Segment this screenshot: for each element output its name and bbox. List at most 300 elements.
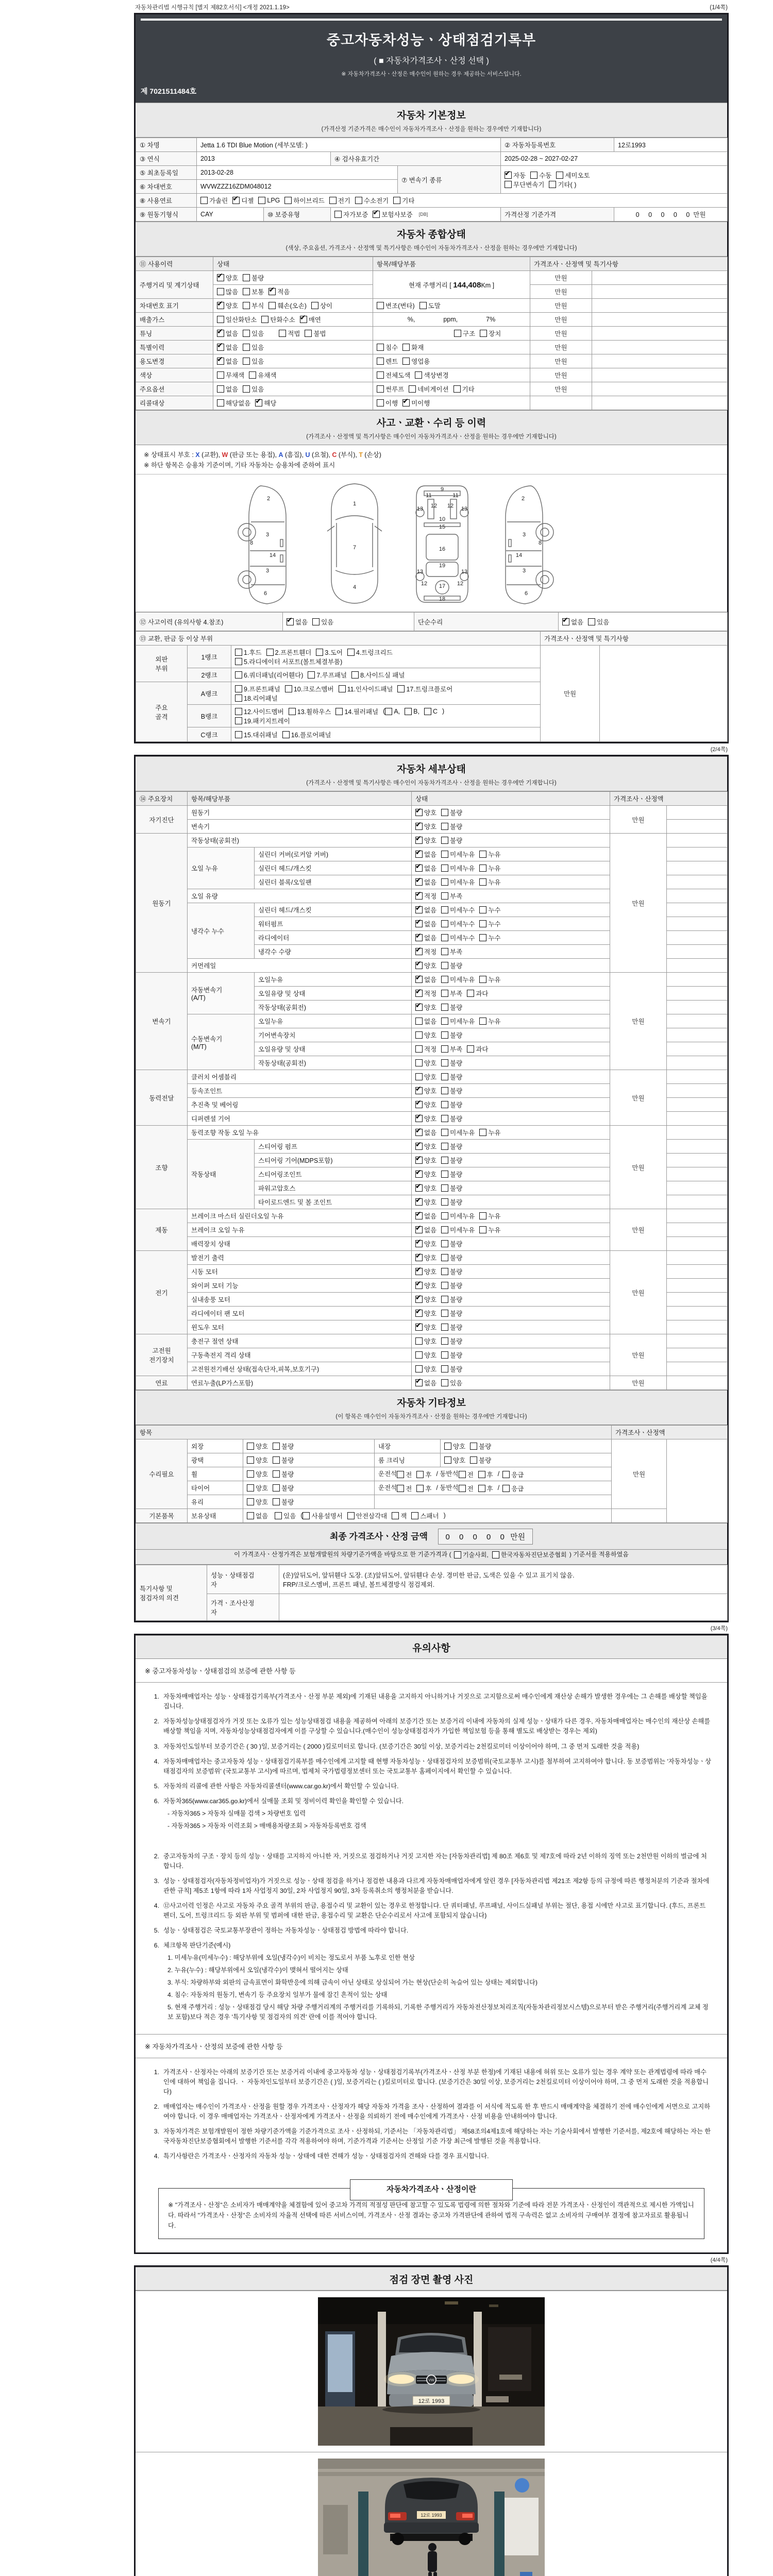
checkbox-unchecked[interactable] <box>441 933 475 942</box>
checkbox-icon[interactable] <box>397 1485 404 1492</box>
checkbox-unchecked[interactable] <box>441 1142 462 1151</box>
checkbox-icon[interactable] <box>235 649 242 656</box>
checkbox-icon[interactable] <box>377 302 384 309</box>
checkbox-checked[interactable] <box>415 919 436 928</box>
checkbox-icon[interactable] <box>415 1212 423 1219</box>
checkbox-icon[interactable] <box>385 708 392 715</box>
checkbox-unchecked[interactable] <box>402 343 424 352</box>
checkbox-icon[interactable] <box>419 302 427 309</box>
checkbox-unchecked[interactable] <box>479 877 500 887</box>
checkbox-unchecked[interactable] <box>549 180 576 189</box>
checkbox-unchecked[interactable] <box>397 684 452 693</box>
checkbox-icon[interactable] <box>217 274 224 281</box>
checkbox-checked[interactable] <box>415 822 436 831</box>
checkbox-unchecked[interactable] <box>303 1511 342 1520</box>
checkbox-checked[interactable] <box>415 1323 436 1332</box>
checkbox-icon[interactable] <box>217 371 224 379</box>
checkbox-unchecked[interactable] <box>377 384 404 394</box>
checkbox-icon[interactable] <box>411 1512 418 1519</box>
checkbox-icon[interactable] <box>416 1471 424 1478</box>
checkbox-unchecked[interactable] <box>441 1086 462 1095</box>
checkbox-checked[interactable] <box>255 398 276 408</box>
checkbox-icon[interactable] <box>243 288 250 295</box>
checkbox-unchecked[interactable] <box>235 707 284 716</box>
checkbox-icon[interactable] <box>217 358 224 365</box>
checkbox-icon[interactable] <box>441 1351 448 1359</box>
checkbox-icon[interactable] <box>282 731 290 738</box>
checkbox-icon[interactable] <box>479 920 486 927</box>
checkbox-icon[interactable] <box>588 618 595 625</box>
checkbox-unchecked[interactable] <box>377 370 410 380</box>
checkbox-icon[interactable] <box>402 344 410 351</box>
checkbox-unchecked[interactable] <box>470 1455 491 1465</box>
checkbox-icon[interactable] <box>415 920 423 927</box>
checkbox-icon[interactable] <box>415 1101 423 1108</box>
checkbox-unchecked[interactable] <box>441 1030 462 1040</box>
checkbox-unchecked[interactable] <box>282 730 331 739</box>
checkbox-icon[interactable] <box>415 1240 423 1247</box>
checkbox-icon[interactable] <box>275 1512 282 1519</box>
checkbox-icon[interactable] <box>247 1498 254 1505</box>
checkbox-unchecked[interactable] <box>459 1484 474 1493</box>
checkbox-unchecked[interactable] <box>441 961 462 970</box>
checkbox-icon[interactable] <box>377 344 384 351</box>
checkbox-icon[interactable] <box>415 823 423 830</box>
checkbox-icon[interactable] <box>441 1226 448 1233</box>
checkbox-icon[interactable] <box>479 865 486 872</box>
checkbox-icon[interactable] <box>415 1129 423 1136</box>
checkbox-unchecked[interactable] <box>479 1128 500 1137</box>
checkbox-checked[interactable] <box>217 357 238 366</box>
checkbox-checked[interactable] <box>415 891 436 901</box>
checkbox-icon[interactable] <box>479 934 486 941</box>
checkbox-icon[interactable] <box>415 1198 423 1206</box>
checkbox-icon[interactable] <box>454 330 461 337</box>
checkbox-icon[interactable] <box>415 1143 423 1150</box>
checkbox-icon[interactable] <box>441 1184 448 1192</box>
checkbox-icon[interactable] <box>441 1268 448 1275</box>
checkbox-icon[interactable] <box>415 1184 423 1192</box>
checkbox-checked[interactable] <box>415 1378 436 1387</box>
checkbox-icon[interactable] <box>441 1240 448 1247</box>
checkbox-unchecked[interactable] <box>441 1058 462 1067</box>
checkbox-checked[interactable] <box>415 1114 436 1123</box>
checkbox-icon[interactable] <box>273 1498 280 1505</box>
checkbox-icon[interactable] <box>235 708 242 715</box>
checkbox-icon[interactable] <box>441 865 448 872</box>
checkbox-icon[interactable] <box>402 399 410 406</box>
checkbox-icon[interactable] <box>441 1115 448 1122</box>
checkbox-unchecked[interactable] <box>441 975 475 984</box>
checkbox-unchecked[interactable] <box>243 357 264 366</box>
checkbox-icon[interactable] <box>415 1031 423 1039</box>
checkbox-icon[interactable] <box>235 671 242 679</box>
checkbox-unchecked[interactable] <box>235 648 262 657</box>
checkbox-unchecked[interactable] <box>467 989 488 998</box>
checkbox-checked[interactable] <box>415 975 436 984</box>
checkbox-unchecked[interactable] <box>441 1072 462 1081</box>
checkbox-icon[interactable] <box>255 399 262 406</box>
checkbox-icon[interactable] <box>415 1282 423 1289</box>
checkbox-unchecked[interactable] <box>502 1484 524 1493</box>
checkbox-icon[interactable] <box>243 274 250 281</box>
checkbox-icon[interactable] <box>441 1296 448 1303</box>
checkbox-unchecked[interactable] <box>415 1336 436 1346</box>
checkbox-icon[interactable] <box>284 197 292 204</box>
checkbox-icon[interactable] <box>268 302 276 309</box>
checkbox-unchecked[interactable] <box>200 196 228 205</box>
checkbox-unchecked[interactable] <box>266 648 312 657</box>
checkbox-checked[interactable] <box>415 1281 436 1290</box>
checkbox-unchecked[interactable] <box>284 196 324 205</box>
checkbox-icon[interactable] <box>441 1171 448 1178</box>
checkbox-checked[interactable] <box>268 287 290 296</box>
checkbox-unchecked[interactable] <box>308 670 347 680</box>
checkbox-unchecked[interactable] <box>424 708 438 715</box>
checkbox-unchecked[interactable] <box>347 648 393 657</box>
checkbox-icon[interactable] <box>415 865 423 872</box>
checkbox-unchecked[interactable] <box>441 1364 462 1374</box>
checkbox-icon[interactable] <box>441 1324 448 1331</box>
checkbox-icon[interactable] <box>285 685 292 692</box>
checkbox-icon[interactable] <box>459 1471 466 1478</box>
checkbox-icon[interactable] <box>441 1031 448 1039</box>
checkbox-unchecked[interactable] <box>441 1128 475 1137</box>
checkbox-unchecked[interactable] <box>273 1469 294 1479</box>
checkbox-icon[interactable] <box>217 330 224 337</box>
checkbox-icon[interactable] <box>467 990 474 997</box>
checkbox-icon[interactable] <box>415 962 423 969</box>
checkbox-icon[interactable] <box>441 1087 448 1094</box>
checkbox-checked[interactable] <box>287 617 308 626</box>
checkbox-unchecked[interactable] <box>247 1483 268 1493</box>
checkbox-icon[interactable] <box>441 1143 448 1150</box>
checkbox-unchecked[interactable] <box>419 301 441 310</box>
checkbox-icon[interactable] <box>347 1512 355 1519</box>
checkbox-unchecked[interactable] <box>217 398 250 408</box>
checkbox-icon[interactable] <box>415 878 423 886</box>
checkbox-icon[interactable] <box>273 1484 280 1492</box>
checkbox-icon[interactable] <box>441 1254 448 1261</box>
checkbox-unchecked[interactable] <box>478 1470 493 1479</box>
checkbox-checked[interactable] <box>300 315 321 324</box>
checkbox-icon[interactable] <box>478 1485 485 1492</box>
checkbox-icon[interactable] <box>505 172 512 179</box>
checkbox-unchecked[interactable] <box>249 370 276 380</box>
checkbox-icon[interactable] <box>441 1004 448 1011</box>
checkbox-unchecked[interactable] <box>415 1350 436 1360</box>
checkbox-unchecked[interactable] <box>588 617 609 626</box>
checkbox-unchecked[interactable] <box>273 1483 294 1493</box>
checkbox-unchecked[interactable] <box>243 273 264 282</box>
checkbox-icon[interactable] <box>415 371 422 379</box>
checkbox-unchecked[interactable] <box>441 1309 462 1318</box>
checkbox-checked[interactable] <box>415 933 436 942</box>
checkbox-icon[interactable] <box>415 1115 423 1122</box>
checkbox-unchecked[interactable] <box>479 1016 500 1026</box>
checkbox-icon[interactable] <box>261 316 268 323</box>
checkbox-checked[interactable] <box>415 836 436 845</box>
checkbox-unchecked[interactable] <box>415 1364 436 1374</box>
checkbox-unchecked[interactable] <box>273 1455 294 1465</box>
checkbox-icon[interactable] <box>305 330 312 337</box>
checkbox-checked[interactable] <box>415 1142 436 1151</box>
checkbox-unchecked[interactable] <box>444 1455 465 1465</box>
checkbox-unchecked[interactable] <box>377 301 415 310</box>
checkbox-checked[interactable] <box>415 1086 436 1095</box>
checkbox-unchecked[interactable] <box>235 716 290 725</box>
checkbox-icon[interactable] <box>217 316 224 323</box>
checkbox-checked[interactable] <box>217 329 238 338</box>
checkbox-checked[interactable] <box>415 1100 436 1109</box>
checkbox-icon[interactable] <box>303 1512 310 1519</box>
checkbox-icon[interactable] <box>441 1018 448 1025</box>
checkbox-icon[interactable] <box>424 708 431 715</box>
checkbox-icon[interactable] <box>441 1157 448 1164</box>
checkbox-unchecked[interactable] <box>479 863 500 873</box>
checkbox-icon[interactable] <box>247 1484 254 1492</box>
checkbox-icon[interactable] <box>415 976 423 983</box>
checkbox-icon[interactable] <box>217 344 224 351</box>
checkbox-checked[interactable] <box>415 850 436 859</box>
checkbox-unchecked[interactable] <box>453 384 475 394</box>
checkbox-icon[interactable] <box>405 708 412 715</box>
checkbox-icon[interactable] <box>415 1254 423 1261</box>
checkbox-unchecked[interactable] <box>441 1114 462 1123</box>
checkbox-icon[interactable] <box>478 1471 485 1478</box>
checkbox-unchecked[interactable] <box>441 1336 462 1346</box>
checkbox-icon[interactable] <box>415 906 423 913</box>
checkbox-unchecked[interactable] <box>289 707 331 716</box>
checkbox-unchecked[interactable] <box>273 1497 294 1506</box>
checkbox-icon[interactable] <box>479 1129 486 1136</box>
checkbox-icon[interactable] <box>415 851 423 858</box>
checkbox-icon[interactable] <box>441 809 448 816</box>
checkbox-unchecked[interactable] <box>479 905 500 914</box>
checkbox-icon[interactable] <box>377 358 384 365</box>
checkbox-icon[interactable] <box>243 302 250 309</box>
checkbox-icon[interactable] <box>377 399 384 406</box>
checkbox-icon[interactable] <box>415 1337 423 1345</box>
checkbox-unchecked[interactable] <box>441 808 462 817</box>
checkbox-icon[interactable] <box>415 1004 423 1011</box>
checkbox-unchecked[interactable] <box>397 1484 412 1493</box>
checkbox-unchecked[interactable] <box>415 1016 436 1026</box>
checkbox-checked[interactable] <box>415 1003 436 1012</box>
checkbox-icon[interactable] <box>479 1226 486 1233</box>
checkbox-icon[interactable] <box>441 878 448 886</box>
checkbox-unchecked[interactable] <box>347 1511 387 1520</box>
checkbox-icon[interactable] <box>479 878 486 886</box>
checkbox-unchecked[interactable] <box>243 343 264 352</box>
checkbox-icon[interactable] <box>415 1018 423 1025</box>
checkbox-unchecked[interactable] <box>416 1470 431 1479</box>
checkbox-icon[interactable] <box>415 1365 423 1372</box>
checkbox-unchecked[interactable] <box>441 1281 462 1290</box>
checkbox-checked[interactable] <box>562 617 583 626</box>
checkbox-icon[interactable] <box>441 990 448 997</box>
checkbox-unchecked[interactable] <box>441 1253 462 1262</box>
checkbox-icon[interactable] <box>415 809 423 816</box>
checkbox-unchecked[interactable] <box>459 1470 474 1479</box>
checkbox-icon[interactable] <box>453 385 461 393</box>
checkbox-icon[interactable] <box>243 358 250 365</box>
checkbox-unchecked[interactable] <box>243 287 264 296</box>
checkbox-icon[interactable] <box>441 1129 448 1136</box>
checkbox-unchecked[interactable] <box>415 1044 436 1054</box>
checkbox-icon[interactable] <box>217 288 224 295</box>
checkbox-unchecked[interactable] <box>479 1211 500 1221</box>
checkbox-unchecked[interactable] <box>329 196 350 205</box>
checkbox-unchecked[interactable] <box>275 1511 296 1520</box>
checkbox-icon[interactable] <box>243 385 250 393</box>
checkbox-checked[interactable] <box>415 989 436 998</box>
checkbox-icon[interactable] <box>479 1018 486 1025</box>
checkbox-unchecked[interactable] <box>247 1511 268 1520</box>
checkbox-icon[interactable] <box>409 385 416 393</box>
checkbox-unchecked[interactable] <box>467 1044 488 1054</box>
checkbox-unchecked[interactable] <box>441 822 462 831</box>
checkbox-unchecked[interactable] <box>247 1442 268 1451</box>
checkbox-unchecked[interactable] <box>316 648 343 657</box>
checkbox-checked[interactable] <box>415 808 436 817</box>
checkbox-checked[interactable] <box>415 1156 436 1165</box>
checkbox-icon[interactable] <box>373 211 380 218</box>
checkbox-checked[interactable] <box>415 905 436 914</box>
checkbox-icon[interactable] <box>505 181 512 188</box>
checkbox-unchecked[interactable] <box>441 850 475 859</box>
checkbox-icon[interactable] <box>415 1171 423 1178</box>
checkbox-unchecked[interactable] <box>441 1183 462 1193</box>
checkbox-icon[interactable] <box>415 1073 423 1080</box>
checkbox-icon[interactable] <box>235 694 242 702</box>
checkbox-checked[interactable] <box>232 196 254 205</box>
checkbox-checked[interactable] <box>415 1183 436 1193</box>
checkbox-icon[interactable] <box>249 371 256 379</box>
checkbox-unchecked[interactable] <box>397 1470 412 1479</box>
checkbox-icon[interactable] <box>415 1045 423 1053</box>
checkbox-icon[interactable] <box>235 685 242 692</box>
checkbox-checked[interactable] <box>415 1197 436 1207</box>
checkbox-icon[interactable] <box>247 1456 254 1464</box>
checkbox-unchecked[interactable] <box>556 171 590 180</box>
checkbox-icon[interactable] <box>444 1443 451 1450</box>
checkbox-unchecked[interactable] <box>377 357 398 366</box>
checkbox-unchecked[interactable] <box>530 171 551 180</box>
checkbox-unchecked[interactable] <box>258 197 280 204</box>
checkbox-icon[interactable] <box>339 685 346 692</box>
checkbox-icon[interactable] <box>441 1379 448 1386</box>
checkbox-icon[interactable] <box>273 1456 280 1464</box>
checkbox-icon[interactable] <box>441 1365 448 1372</box>
checkbox-unchecked[interactable] <box>247 1455 268 1465</box>
checkbox-checked[interactable] <box>373 210 412 219</box>
checkbox-icon[interactable] <box>415 1157 423 1164</box>
checkbox-icon[interactable] <box>415 1087 423 1094</box>
checkbox-icon[interactable] <box>441 1073 448 1080</box>
checkbox-icon[interactable] <box>279 330 286 337</box>
checkbox-icon[interactable] <box>441 837 448 844</box>
checkbox-icon[interactable] <box>479 851 486 858</box>
checkbox-checked[interactable] <box>415 1225 436 1234</box>
checkbox-checked[interactable] <box>415 1239 436 1248</box>
checkbox-icon[interactable] <box>392 1512 399 1519</box>
checkbox-icon[interactable] <box>235 731 242 738</box>
checkbox-unchecked[interactable] <box>441 1156 462 1165</box>
checkbox-unchecked[interactable] <box>415 1030 436 1040</box>
checkbox-unchecked[interactable] <box>479 933 500 942</box>
checkbox-icon[interactable] <box>479 1212 486 1219</box>
checkbox-icon[interactable] <box>355 197 362 204</box>
checkbox-checked[interactable] <box>415 1211 436 1221</box>
checkbox-icon[interactable] <box>415 1226 423 1233</box>
checkbox-icon[interactable] <box>316 649 323 656</box>
checkbox-icon[interactable] <box>217 302 224 309</box>
checkbox-icon[interactable] <box>415 948 423 955</box>
checkbox-unchecked[interactable] <box>393 196 414 205</box>
checkbox-icon[interactable] <box>441 1212 448 1219</box>
checkbox-icon[interactable] <box>258 197 265 204</box>
checkbox-checked[interactable] <box>415 1170 436 1179</box>
checkbox-checked[interactable] <box>415 1267 436 1276</box>
checkbox-unchecked[interactable] <box>441 905 475 914</box>
checkbox-unchecked[interactable] <box>502 1470 524 1479</box>
checkbox-checked[interactable] <box>415 1253 436 1262</box>
checkbox-unchecked[interactable] <box>441 1197 462 1207</box>
checkbox-icon[interactable] <box>335 708 343 715</box>
checkbox-unchecked[interactable] <box>311 301 332 310</box>
checkbox-icon[interactable] <box>441 906 448 913</box>
checkbox-checked[interactable] <box>505 171 526 180</box>
checkbox-unchecked[interactable] <box>441 1003 462 1012</box>
checkbox-unchecked[interactable] <box>470 1442 491 1451</box>
checkbox-icon[interactable] <box>273 1470 280 1478</box>
checkbox-unchecked[interactable] <box>441 836 462 845</box>
checkbox-icon[interactable] <box>416 1485 424 1492</box>
checkbox-checked[interactable] <box>415 961 436 970</box>
checkbox-icon[interactable] <box>415 892 423 900</box>
checkbox-icon[interactable] <box>415 990 423 997</box>
checkbox-icon[interactable] <box>441 962 448 969</box>
checkbox-icon[interactable] <box>562 618 569 625</box>
checkbox-unchecked[interactable] <box>441 947 462 956</box>
checkbox-icon[interactable] <box>467 1045 474 1053</box>
checkbox-unchecked[interactable] <box>217 384 238 394</box>
checkbox-icon[interactable] <box>492 1551 499 1558</box>
checkbox-icon[interactable] <box>347 649 355 656</box>
checkbox-icon[interactable] <box>470 1456 477 1464</box>
checkbox-checked[interactable] <box>402 398 430 408</box>
checkbox-icon[interactable] <box>441 1059 448 1066</box>
checkbox-icon[interactable] <box>479 976 486 983</box>
checkbox-unchecked[interactable] <box>235 693 278 703</box>
checkbox-unchecked[interactable] <box>441 863 475 873</box>
checkbox-icon[interactable] <box>415 1310 423 1317</box>
checkbox-icon[interactable] <box>556 172 563 179</box>
checkbox-icon[interactable] <box>470 1443 477 1450</box>
checkbox-icon[interactable] <box>441 976 448 983</box>
checkbox-icon[interactable] <box>480 330 487 337</box>
checkbox-unchecked[interactable] <box>247 1469 268 1479</box>
checkbox-unchecked[interactable] <box>441 1211 475 1221</box>
checkbox-icon[interactable] <box>397 1471 404 1478</box>
checkbox-unchecked[interactable] <box>441 1239 462 1248</box>
checkbox-icon[interactable] <box>217 399 224 406</box>
checkbox-icon[interactable] <box>217 385 224 393</box>
checkbox-unchecked[interactable] <box>217 287 238 296</box>
checkbox-icon[interactable] <box>441 1337 448 1345</box>
checkbox-icon[interactable] <box>441 851 448 858</box>
